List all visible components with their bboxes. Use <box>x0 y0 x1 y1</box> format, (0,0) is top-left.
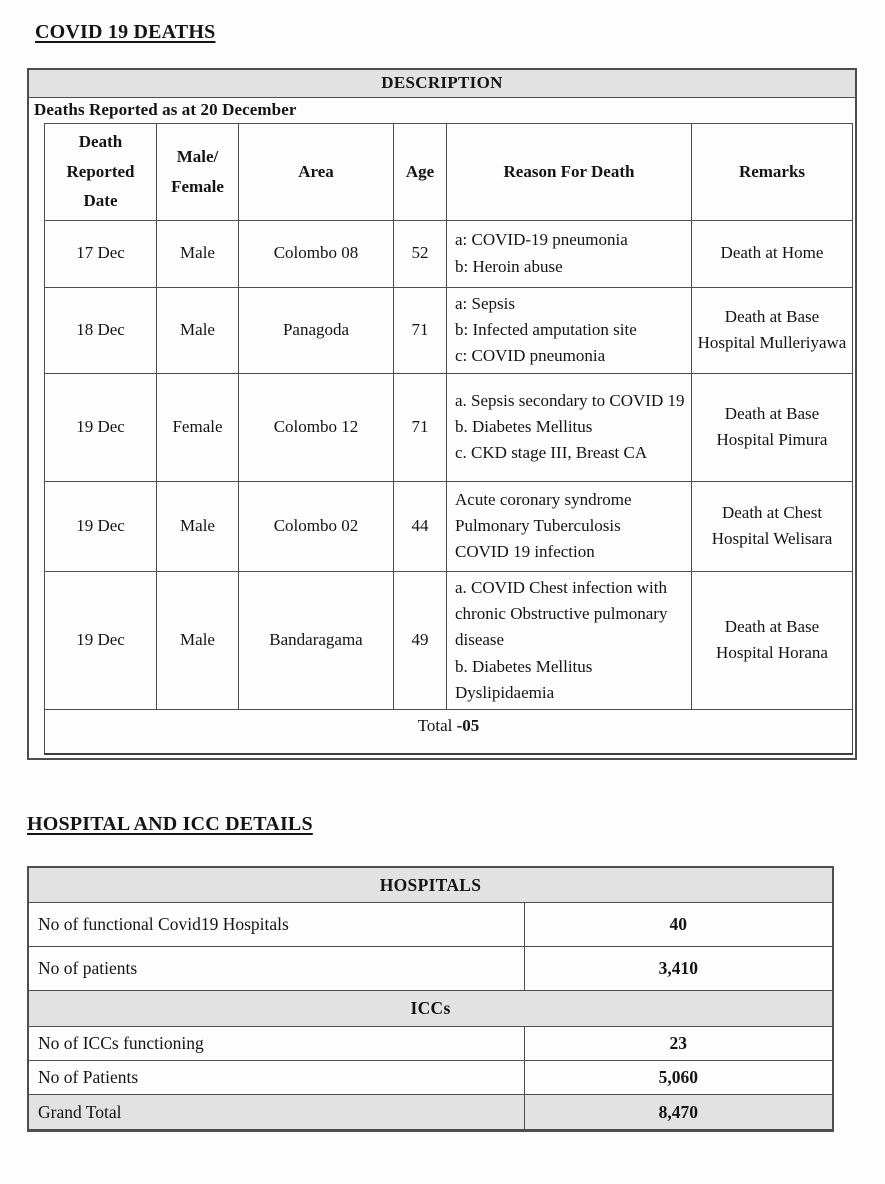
area-cell: Colombo 08 <box>239 220 394 287</box>
total-label: Total <box>417 716 453 736</box>
table-row <box>28 1061 833 1095</box>
col-header-age: Age <box>394 123 447 220</box>
sex-cell: Female <box>157 373 239 481</box>
table-row <box>45 571 853 710</box>
reason-cell <box>447 287 692 373</box>
date-cell: 19 Dec <box>45 571 157 710</box>
stat-value: 3,410 <box>524 947 833 991</box>
reason-line: Dyslipidaemia <box>455 682 555 702</box>
stat-value: 5,060 <box>524 1061 833 1095</box>
table-row <box>45 220 853 287</box>
reason-line: a. COVID Chest infection with chronic Obstructive pulmonary disease <box>455 577 668 650</box>
remarks-cell: Death at Base Hospital Pimura <box>692 373 853 481</box>
reason-line: a: COVID-19 pneumonia <box>455 230 628 250</box>
age-cell: 44 <box>394 481 447 571</box>
date-cell: 19 Dec <box>45 373 157 481</box>
date-cell: 17 Dec <box>45 220 157 287</box>
covid-deaths-title: COVID 19 DEATHS <box>35 21 216 43</box>
hospital-icc-title: HOSPITAL AND ICC DETAILS <box>27 812 313 835</box>
reason-line: c. CKD stage III, Breast CA <box>455 443 648 463</box>
sex-cell: Male <box>157 287 239 373</box>
deaths-table-body-cell <box>28 97 856 759</box>
reason-line: Pulmonary Tuberculosis <box>455 515 621 535</box>
age-cell: 71 <box>394 287 447 373</box>
reason-line: b: Infected amputation site <box>455 319 637 339</box>
sex-cell: Male <box>157 571 239 710</box>
area-cell: Bandaragama <box>239 571 394 710</box>
reason-line: a: Sepsis <box>455 293 515 313</box>
deaths-subheader: Deaths Reported as at 20 December <box>34 99 297 119</box>
reason-cell <box>447 481 692 571</box>
sex-cell: Male <box>157 481 239 571</box>
deaths-report-table <box>27 68 857 760</box>
reason-line: b. Diabetes Mellitus <box>455 656 593 676</box>
reason-cell <box>447 373 692 481</box>
area-cell: Colombo 12 <box>239 373 394 481</box>
stat-value: 40 <box>524 903 833 947</box>
col-header-area: Area <box>239 123 394 220</box>
total-value: -05 <box>456 716 480 736</box>
age-cell: 49 <box>394 571 447 710</box>
grand-total-value: 8,470 <box>524 1095 833 1131</box>
age-cell: 71 <box>394 373 447 481</box>
col-header-sex: Male/ Female <box>157 123 239 220</box>
table-row <box>45 481 853 571</box>
col-header-date: Death Reported Date <box>45 123 157 220</box>
reason-line: b: Heroin abuse <box>455 256 563 276</box>
date-cell: 19 Dec <box>45 481 157 571</box>
icc-header-row <box>28 991 833 1027</box>
hospital-icc-table <box>27 866 834 1133</box>
sex-cell: Male <box>157 220 239 287</box>
reason-line: b. Diabetes Mellitus <box>455 416 593 436</box>
area-cell: Panagoda <box>239 287 394 373</box>
table-row <box>45 287 853 373</box>
area-cell: Colombo 02 <box>239 481 394 571</box>
total-cell <box>45 710 853 754</box>
reason-cell <box>447 220 692 287</box>
stat-label: No of patients <box>28 947 524 991</box>
stat-label: No of functional Covid19 Hospitals <box>28 903 524 947</box>
stat-label: No of ICCs functioning <box>28 1027 524 1061</box>
grand-total-row <box>28 1095 833 1131</box>
age-cell: 52 <box>394 220 447 287</box>
stat-value: 23 <box>524 1027 833 1061</box>
remarks-cell: Death at Chest Hospital Welisara <box>692 481 853 571</box>
reason-line: COVID 19 infection <box>455 542 595 562</box>
remarks-cell: Death at Home <box>692 220 853 287</box>
remarks-cell: Death at Base Hospital Horana <box>692 571 853 710</box>
grand-total-label: Grand Total <box>28 1095 524 1131</box>
table-row <box>45 373 853 481</box>
total-row <box>45 710 853 754</box>
deaths-header-row <box>45 123 853 220</box>
description-header: DESCRIPTION <box>28 69 856 97</box>
reason-line: Acute coronary syndrome <box>455 489 632 509</box>
table-row <box>28 947 833 991</box>
col-header-remarks: Remarks <box>692 123 853 220</box>
remarks-cell: Death at Base Hospital Mulleriyawa <box>692 287 853 373</box>
col-header-reason: Reason For Death <box>447 123 692 220</box>
stat-label: No of Patients <box>28 1061 524 1095</box>
reason-line: a. Sepsis secondary to COVID 19 <box>455 390 685 410</box>
table-row <box>28 1027 833 1061</box>
icc-section-header: ICCs <box>28 991 833 1027</box>
reason-cell <box>447 571 692 710</box>
date-cell: 18 Dec <box>45 287 157 373</box>
hospitals-section-header: HOSPITALS <box>28 867 833 903</box>
deaths-detail-table <box>44 123 853 755</box>
hospitals-header-row <box>28 867 833 903</box>
table-row <box>28 903 833 947</box>
reason-line: c: COVID pneumonia <box>455 346 606 366</box>
